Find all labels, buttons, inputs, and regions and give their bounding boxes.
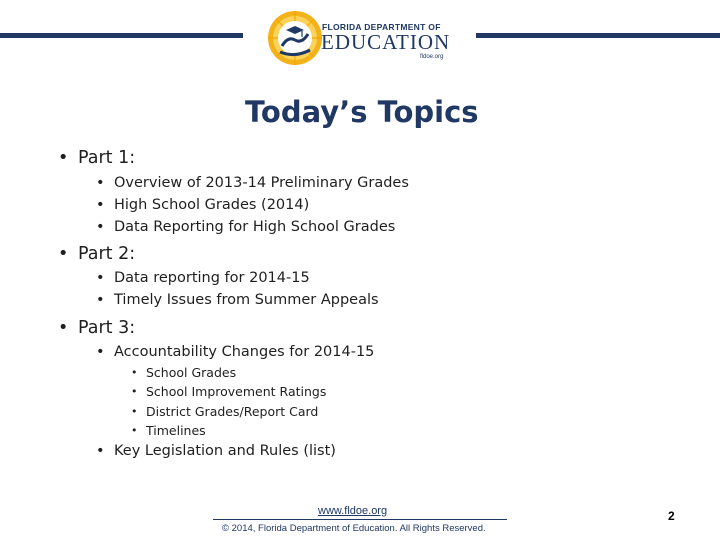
logo-text-line1: FLORIDA DEPARTMENT OF — [322, 22, 441, 32]
list-item: • High School Grades (2014) — [96, 197, 310, 213]
list-item: • Timely Issues from Summer Appeals — [96, 292, 379, 308]
logo-text-url: fldoe.org — [420, 54, 444, 60]
list-item: • Data Reporting for High School Grades — [96, 219, 396, 235]
logo-text-line2: EDUCATION — [321, 30, 451, 54]
list-item: • Overview of 2013-14 Preliminary Grades — [96, 175, 409, 191]
sub-list-item: • School Improvement Ratings — [131, 384, 327, 399]
page-title: Today’s Topics — [245, 95, 479, 129]
page-number: 2 — [668, 509, 675, 523]
list-item: • Accountability Changes for 2014-15 — [96, 344, 375, 360]
fldoe-website-link[interactable]: www.fldoe.org — [318, 505, 388, 517]
sub-list-item: • School Grades — [131, 365, 237, 380]
footer-divider — [213, 519, 507, 520]
sub-list-item: • District Grades/Report Card — [131, 404, 319, 419]
copyright-text: © 2014, Florida Department of Education. All Rights Reserved. — [222, 523, 486, 534]
sub-list-item: • Timelines — [131, 423, 206, 438]
list-item: • Data reporting for 2014-15 — [96, 270, 310, 286]
part-heading: • Part 1: — [58, 148, 136, 168]
list-item: • Key Legislation and Rules (list) — [96, 443, 336, 459]
part-heading: • Part 2: — [58, 244, 136, 264]
part-heading: • Part 3: — [58, 318, 136, 338]
